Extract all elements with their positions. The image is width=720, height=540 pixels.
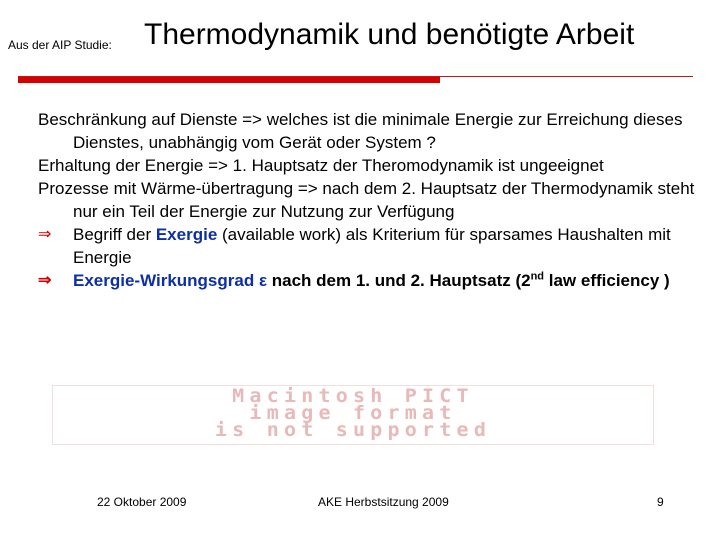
paragraph-services: Beschränkung auf Dienste => welches ist die minimale Energie zur Erreichung dieses Dienstes, unabhängig vom Gerät oder System ? [38, 110, 683, 152]
implies-arrow-icon: ⇒ [38, 226, 52, 243]
slide-title: Thermodynamik und benötigte Arbeit [144, 18, 635, 51]
placeholder-line-3: is not supported [214, 419, 492, 441]
placeholder-line-2: image format [249, 402, 457, 424]
paragraph-heat-transfer: Prozesse mit Wärme-übertragung => nach dem 2. Hauptsatz der Thermodynamik steht nur ein Teil der Energie zur Nutzung zur Verfügung [38, 179, 695, 221]
term-exergie-wirkungsgrad: Exergie-Wirkungsgrad ε [73, 271, 268, 290]
footer-page-number: 9 [657, 495, 664, 509]
title-underline-accent [18, 77, 440, 83]
bullet-exergy-pre: Begriff der [73, 225, 156, 244]
footer-event: AKE Herbstsitzung 2009 [318, 495, 449, 509]
slide-body [38, 108, 698, 292]
bullet-exergy-post: (available work) als Kriterium für sparsames Haushalten mit Energie [73, 225, 671, 267]
superscript-nd: nd [530, 270, 545, 283]
footer-date: 22 Oktober 2009 [97, 495, 187, 509]
source-label: Aus der AIP Studie: [8, 38, 112, 52]
term-exergie: Exergie [155, 225, 218, 244]
placeholder-line-1: Macintosh PICT [232, 385, 474, 407]
bullet-efficiency [38, 269, 698, 292]
bullet-efficiency-mid: nach dem 1. und 2. Hauptsatz (2 [267, 271, 531, 290]
bullet-efficiency-post: law efficiency ) [544, 271, 670, 290]
bullet-exergy [38, 223, 698, 269]
paragraph-energy-conservation: Erhaltung der Energie => 1. Hauptsatz der Theromodynamik ist ungeeignet [38, 156, 604, 175]
placeholder-text [52, 385, 654, 441]
implies-arrow-icon: ⇒ [38, 272, 52, 289]
unsupported-image-placeholder [52, 385, 654, 445]
